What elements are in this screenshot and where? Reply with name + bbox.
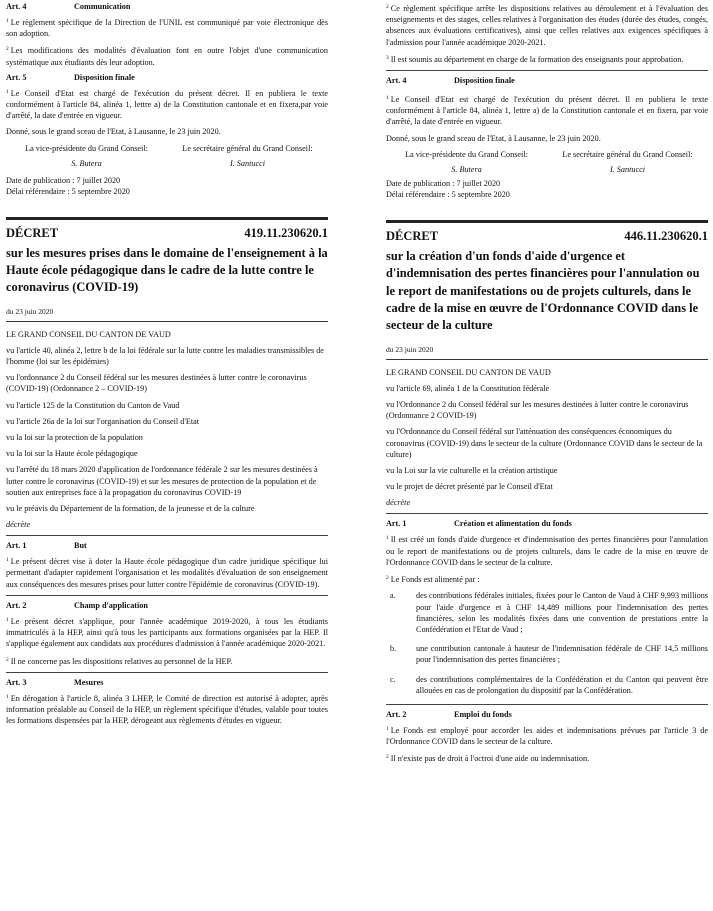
article-heading: Art. 2 Emploi du fonds xyxy=(386,704,708,719)
vu-item: vu la loi sur la Haute école pédagogique xyxy=(6,449,138,459)
assembly-name: LE GRAND CONSEIL DU CANTON DE VAUD xyxy=(386,367,551,377)
article-heading: Art. 2 Champ d'application xyxy=(6,595,328,610)
article-title: Communication xyxy=(74,2,131,11)
decree-header xyxy=(6,226,328,241)
paragraph: $^2$ Il n'existe pas de droit à l'octroi d'une aide ou indemnisation. xyxy=(386,754,590,764)
vu-item: vu l'article 69, alinéa 1 de la Constitution fédérale xyxy=(386,383,550,393)
paragraph: $^2$ Les modifications des modalités d'évaluation font en outre l'objet d'une communication systématique aux étudiants dès leur adoption. xyxy=(6,46,328,67)
decree-title: sur la création d'un fonds d'aide d'urgence et d'indemnisation des pertes financières pour l'annulation ou le report de manifestations ou de projets culturels, dans le cadre de la mise en œuvre de l'Ordonnance COVID dans le secteur de la culture xyxy=(386,248,700,333)
paragraph: $^1$ En dérogation à l'article 8, alinéa 3 LHEP, le Comité de direction est autorisé à adopter, après information préalable au Conseil de la HEP, un règlement spécifique d'études, valable pour toutes les formations dispensées par la HEP, dérogeant aux règlements d'études en vigueur. xyxy=(6,693,328,726)
paragraph: $^1$ Il est créé un fonds d'aide d'urgence et d'indemnisation des pertes financières pour l'annulation ou le report de manifestations ou de projets culturels, dans le cadre de la mise en œuvre de l'Ordonnance COVID dans le secteur de la culture. xyxy=(386,535,708,567)
vu-item: vu l'article 40, alinéa 2, lettre b de la loi fédérale sur la lutte contre les maladies transmissibles de l'homme (loi sur les épidémies) xyxy=(6,345,324,367)
signature-roles: La vice-présidente du Grand Conseil: Le secrétaire général du Grand Conseil: xyxy=(25,143,313,153)
assembly-name: LE GRAND CONSEIL DU CANTON DE VAUD xyxy=(6,329,171,339)
decree-date: du 23 juin 2020 xyxy=(386,345,708,360)
signature-names: S. Butera I. Santucci xyxy=(71,158,265,168)
publication-date: Date de publication : 7 juillet 2020 xyxy=(386,178,501,188)
paragraph: $^1$ Le présent décret s'applique, pour l'année académique 2019-2020, à tous les étudiants immatriculés à la HEP, ainsi qu'à tous les participants aux formations organisées par la HEP. Il s'applique également aux candidats aux procédures d'admission à l'année académique 2020-2021. xyxy=(6,616,328,649)
right-column xyxy=(386,0,708,770)
section-divider xyxy=(6,217,328,220)
paragraph: $^1$ Le Fonds est employé pour accorder les aides et indemnisations prévues par l'article 3 de l'Ordonnance COVID dans le secteur de la culture. xyxy=(386,725,708,747)
vu-item: vu l'Ordonnance 2 du Conseil fédéral sur les mesures destinées à lutter contre le coronavirus (Ordonnance 2 COVID-19) xyxy=(386,400,689,421)
signature-names: S. Butera I. Santucci xyxy=(451,164,645,174)
funding-list xyxy=(386,590,708,696)
decree-number: 419.11.230620.1 xyxy=(244,225,328,240)
paragraph: $^2$ Le Fonds est alimenté par : xyxy=(386,575,480,585)
vu-item: vu l'article 26a de la loi sur l'organisation du Conseil d'Etat xyxy=(6,416,200,426)
list-item: b. une contribution cantonale à hauteur de l'indemnisation fédérale de CHF 14,5 millions pour l'indemnisation des pertes financières ; xyxy=(390,644,708,665)
decrete-label: décrète xyxy=(386,498,411,508)
left-column xyxy=(6,0,328,731)
list-item: a. des contributions fédérales initiales, fixées pour le Canton de Vaud à CHF 9,993 millions pour l'aide d'urgence et à CHF 14,489 millions pour l'indemnisation des pertes financières, selon les modalités fixées dans une convention de prestations entre la Confédération et l'Etat de Vaud ; xyxy=(390,591,708,634)
vu-item: vu l'ordonnance 2 du Conseil fédéral sur les mesures destinées à lutter contre le coronavirus (COVID-19) (Ordonnance 2 – COVID-19) xyxy=(6,373,307,394)
vu-item: vu l'arrêté du 18 mars 2020 d'application de l'ordonnance fédérale 2 sur les mesures destinées à lutter contre le coronavirus (COVID-19) et sur les mesures de protection de la population et de soutien aux entreprises face à la propagation du coronavirus COVID-19 xyxy=(6,465,318,497)
article-number: Art. 4 xyxy=(6,2,27,11)
section-divider xyxy=(386,220,708,223)
article-heading: Art. 1 Création et alimentation du fonds xyxy=(386,513,708,528)
referendum-deadline: Délai référendaire : 5 septembre 2020 xyxy=(386,189,510,199)
article-heading xyxy=(6,73,328,82)
publication-date: Date de publication : 7 juillet 2020 xyxy=(6,175,121,185)
list-item: c. des contributions complémentaires de la Confédération et du Canton qui peuvent être allouées en cas de prolongation du dispositif par la Confédération. xyxy=(390,674,708,695)
paragraph: $^2$ Ce règlement spécifique arrête les dispositions relatives au déroulement et à l'évaluation des enseignements et des stages, celles relatives à l'organisation des études (durée des études, congés, absences aux évaluations certificatives), ainsi que celles relatives aux exigences spécifiques à l'admission pour l'année académique 2020-2021. xyxy=(386,4,708,47)
paragraph: $^1$ Le présent décret vise à doter la Haute école pédagogique d'un cadre juridique spécifique lui permettant d'adapter rapidement l'organisation et les modalités d'évaluation de son enseignement aux conséquences des mesures prises pour lutter contre l'épidémie de coronavirus (COVID-19). xyxy=(6,557,328,589)
paragraph: $^3$ Il est soumis au département en charge de la formation des enseignants pour approbation. xyxy=(386,54,684,64)
decrete-label: décrète xyxy=(6,520,31,530)
article-title: Disposition finale xyxy=(74,72,135,82)
vu-item: vu l'article 125 de la Constitution du Canton de Vaud xyxy=(6,400,180,410)
paragraph: $^1$ Le Conseil d'Etat est chargé de l'exécution du présent décret. Il en publiera le texte conformément à l'article 84, alinéa 1, lettre a) de la Constitution cantonale et en fixera, par voie d'arrêté, la date d'entrée en vigueur. xyxy=(386,95,708,127)
vu-item: vu le projet de décret présenté par le Conseil d'Etat xyxy=(386,482,553,492)
article-heading: Art. 3 Mesures xyxy=(6,672,328,687)
vu-item: vu le préavis du Département de la formation, de la jeunesse et de la culture xyxy=(6,504,255,514)
vu-item: vu l'Ordonnance du Conseil fédéral sur l'atténuation des conséquences économiques du coronavirus (COVID-19) dans le secteur de la culture (Ordonnance COVID dans le secteur de la culture) xyxy=(386,427,703,459)
decree-number: 446.11.230620.1 xyxy=(624,228,708,243)
decree-label: DÉCRET xyxy=(6,225,59,240)
decree-label: DÉCRET xyxy=(386,228,439,243)
article-heading: Art. 1 But xyxy=(6,535,328,550)
vu-item: vu la loi sur la protection de la population xyxy=(6,433,143,443)
paragraph: $^1$ Le règlement spécifique de la Direction de l'UNIL est communiqué par voie électronique dès son adoption. xyxy=(6,18,328,39)
article-number: Art. 5 xyxy=(6,72,27,82)
vu-item: vu la Loi sur la vie culturelle et la création artistique xyxy=(386,466,558,476)
given-line: Donné, sous le grand sceau de l'Etat, à Lausanne, le 23 juin 2020. xyxy=(6,127,221,137)
decree-title: sur les mesures prises dans le domaine de l'enseignement à la Haute école pédagogique dans le cadre de la lutte contre le coronavirus (COVID-19) xyxy=(6,245,328,295)
paragraph: $^1$ Le Conseil d'Etat est chargé de l'exécution du présent décret. Il en publiera le texte conformément à l'article 84, alinéa 1, lettre a) de la Constitution cantonale et en fixera,par voie d'arrêté, la date d'entrée en vigueur. xyxy=(6,88,328,121)
paragraph: $^2$ Il ne concerne pas les dispositions relatives au personnel de la HEP. xyxy=(6,656,233,666)
article-heading: Art. 4 Disposition finale xyxy=(386,70,708,85)
article-heading xyxy=(6,2,328,11)
referendum-deadline: Délai référendaire : 5 septembre 2020 xyxy=(6,186,130,196)
decree-date: du 23 juin 2020 xyxy=(6,307,328,322)
signature-roles: La vice-présidente du Grand Conseil: Le secrétaire général du Grand Conseil: xyxy=(405,149,693,159)
given-line: Donné, sous le grand sceau de l'Etat, à Lausanne, le 23 juin 2020. xyxy=(386,133,601,143)
decree-header xyxy=(386,229,708,244)
